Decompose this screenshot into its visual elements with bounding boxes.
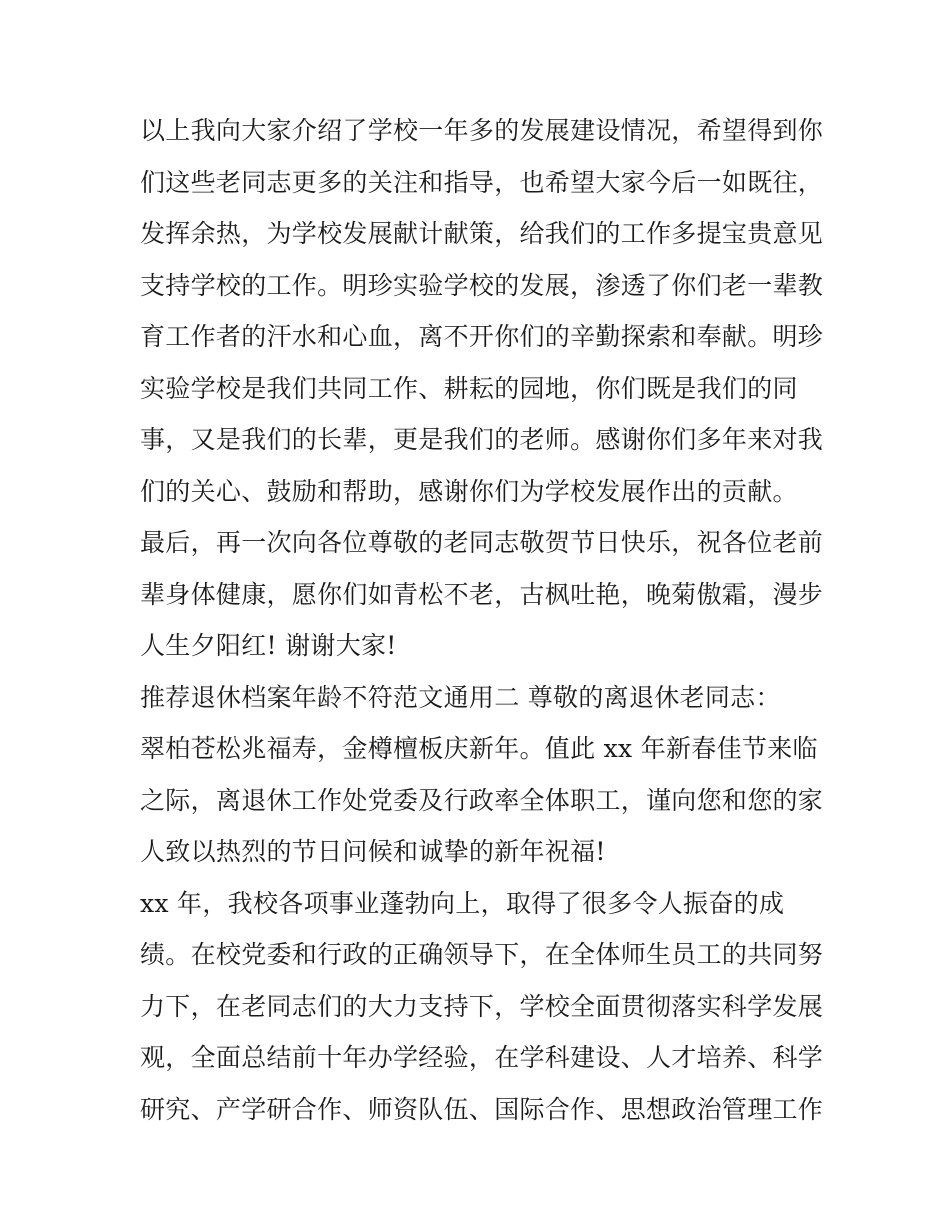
text-line: 研究、产学研合作、师资队伍、国际合作、思想政治管理工作 [140,1094,824,1124]
text-line: 以上我向大家介绍了学校一年多的发展建设情况，希望得到你 [140,116,824,145]
text-line: 绩。在校党委和行政的正确领导下，在全体师生员工的共同努 [140,940,824,969]
text-line: 们的关心、鼓励和帮助，感谢你们为学校发展作出的贡献。 [140,476,798,506]
text-line: xx 年，我校各项事业蓬勃向上，取得了很多令人振奋的成 [140,888,785,918]
text-line: 们这些老同志更多的关注和指导，也希望大家今后一如既往， [140,167,824,197]
text-line: 之际，离退休工作处党委及行政率全体职工，谨向您和您的家 [140,785,824,815]
text-line: 育工作者的汗水和心血，离不开你们的辛勤探索和奉献。明珍 [140,322,824,351]
text-line: 辈身体健康，愿你们如青松不老，古枫吐艳，晚菊傲霜，漫步 [140,579,824,609]
text-line: 最后，再一次向各位尊敬的老同志敬贺节日快乐，祝各位老前 [140,528,824,557]
text-line: 事，又是我们的长辈，更是我们的老师。感谢你们多年来对我 [140,425,824,454]
text-line: 人生夕阳红! 谢谢大家! [140,631,397,660]
text-line: 人致以热烈的节日问候和诚挚的新年祝福! [140,837,606,866]
text-line: 翠柏苍松兆福寿，金樽檀板庆新年。值此 xx 年新春佳节来临 [140,734,818,763]
text-line: 力下，在老同志们的大力支持下，学校全面贯彻落实科学发展 [140,991,824,1021]
text-line: 发挥余热，为学校发展献计献策，给我们的工作多提宝贵意见 [140,219,824,248]
text-line: 观，全面总结前十年办学经验，在学科建设、人才培养、科学 [140,1043,824,1072]
text-line: 实验学校是我们共同工作、耕耘的园地，你们既是我们的同 [140,373,798,403]
text-line: 支持学校的工作。明珍实验学校的发展，渗透了你们老一辈教 [140,270,824,300]
section-heading: 推荐退休档案年龄不符范文通用二 尊敬的离退休老同志： [140,682,781,712]
document-body [140,108,824,1138]
